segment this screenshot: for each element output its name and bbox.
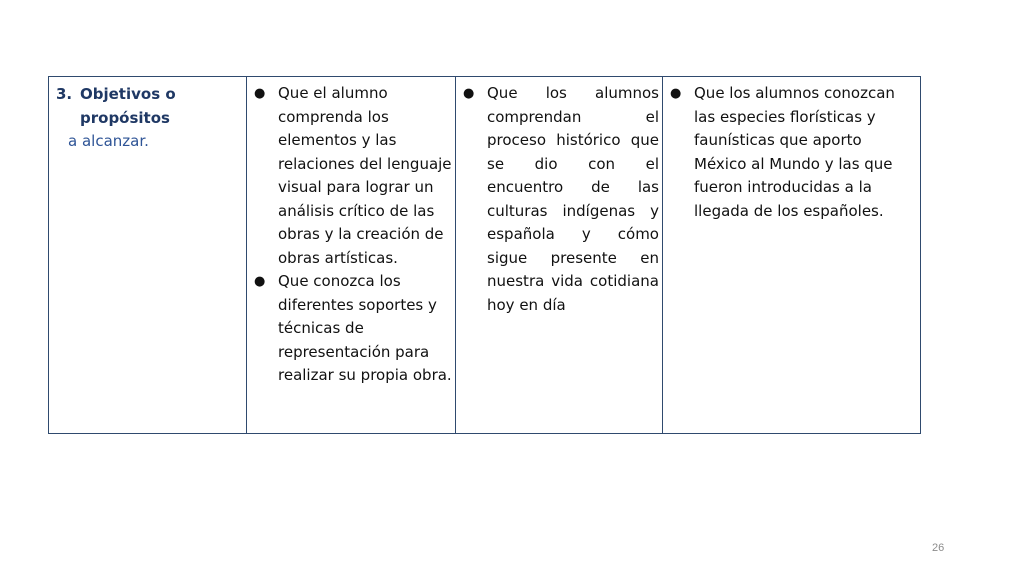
- bullet-icon: ●: [254, 86, 266, 101]
- bullet-icon: ●: [254, 274, 266, 289]
- section-number: 3.: [56, 85, 73, 103]
- objectives-cell-arts: [247, 77, 456, 433]
- bullet-list: [247, 82, 455, 388]
- list-item: [247, 82, 455, 270]
- section-subtitle: a alcanzar.: [68, 132, 149, 150]
- section-title: Objetivos o propósitos: [80, 85, 176, 127]
- objectives-cell-history: [456, 77, 663, 433]
- bullet-icon: ●: [670, 86, 682, 101]
- list-item: [456, 82, 662, 317]
- bullet-list: [456, 82, 662, 317]
- list-item-text: Que los alumnos conozcan las especies florísticas y faunísticas que aporto México al Mundo y las que fueron introducidas a la llegada de los españoles.: [694, 84, 895, 220]
- list-item-text: Que los alumnos comprendan el proceso histórico que se dio con el encuentro de las culturas indígenas y española y cómo sigue presente en nuestra vida cotidiana hoy en día: [487, 84, 659, 314]
- list-item-text: Que el alumno comprenda los elementos y las relaciones del lenguaje visual para lograr un análisis crítico de las obras y la creación de obras artísticas.: [278, 84, 452, 267]
- bullet-icon: ●: [463, 86, 475, 101]
- heading-cell: [49, 77, 247, 433]
- list-item: [663, 82, 920, 223]
- objectives-cell-nature: [663, 77, 920, 433]
- bullet-list: [663, 82, 920, 223]
- objectives-table: [48, 76, 921, 434]
- list-item: [247, 270, 455, 388]
- page-number: 26: [932, 542, 945, 554]
- list-item-text: Que conozca los diferentes soportes y técnicas de representación para realizar su propia obra.: [278, 272, 452, 384]
